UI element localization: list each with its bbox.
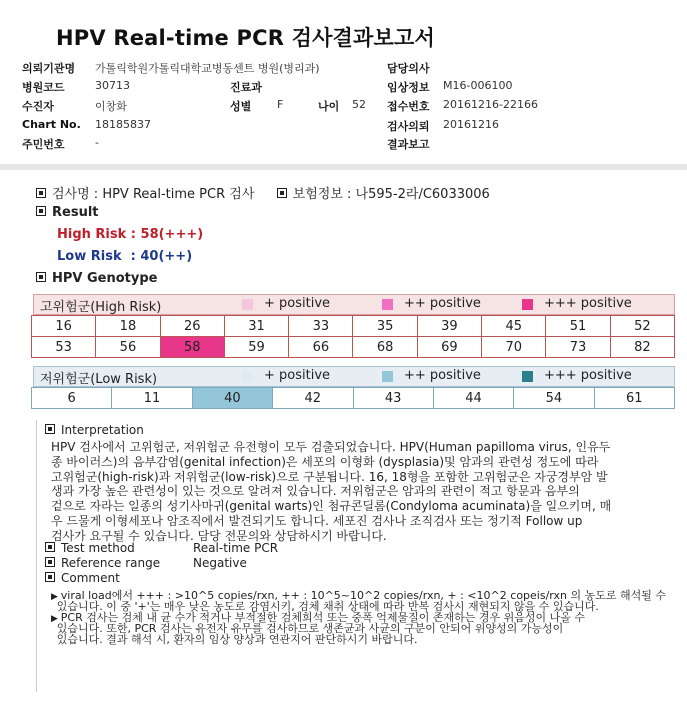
plus-plus-swatch — [382, 371, 393, 382]
result-heading: Result — [52, 205, 99, 220]
comment-text-line: 있습니다. 이 중 '+'는 매우 낮은 농도로 감염시키, 검체 채취 상태에 따라 반복 검사시 재현되지 않을 수 있습니다. — [56, 600, 599, 613]
plus-plus-plus-swatch — [522, 371, 533, 382]
legend-plus: + positive — [264, 296, 331, 311]
genotype-cell-44: 44 — [433, 388, 513, 409]
bullet-icon: ▶ — [51, 614, 61, 624]
genotype-cell-53: 53 — [32, 337, 96, 358]
genotype-cell-31: 31 — [224, 316, 288, 337]
table-row — [32, 388, 675, 409]
genotype-cell-82: 82 — [610, 337, 674, 358]
comment-text-line: 있습니다. 또한, PCR 검사는 유전자 유무를 검사하므로 생존균과 사균의 구분이 안되어 위양성의 가능성이 — [56, 622, 564, 635]
legend-plus-plus-plus: +++ positive — [544, 368, 632, 383]
genotype-cell-18: 18 — [96, 316, 160, 337]
checkbox-icon — [45, 572, 55, 582]
comment-text-line: PCR 검사는 검체 내 균 수가 적거나 부적절한 검체희석 또는 중폭 억제물질이 존재하는 경우 위음성이 나올 수 — [60, 611, 585, 624]
genotype-cell-73: 73 — [546, 337, 610, 358]
checkbox-icon — [36, 188, 46, 198]
interpretation-heading: Interpretation — [61, 423, 144, 437]
genotype-cell-56: 56 — [96, 337, 160, 358]
checkbox-icon — [45, 542, 55, 552]
genotype-heading-line — [36, 271, 157, 286]
genotype-cell-39: 39 — [417, 316, 481, 337]
request-date-label: 검사의뢰 — [387, 120, 430, 133]
high-risk-title: 고위험군(High Risk) — [40, 300, 162, 315]
genotype-cell-70: 70 — [482, 337, 546, 358]
institution-label: 의뢰기관명 — [22, 62, 76, 75]
section-divider — [0, 164, 687, 170]
comment-heading-line — [45, 571, 120, 585]
low-risk-result: Low Risk : 40(++) — [57, 249, 193, 264]
genotype-cell-43: 43 — [353, 388, 433, 409]
clinical-info-value: M16-006100 — [443, 79, 513, 92]
test-name-line — [36, 183, 490, 202]
genotype-cell-66: 66 — [289, 337, 353, 358]
genotype-cell-11: 11 — [112, 388, 192, 409]
request-date-value: 20161216 — [443, 118, 499, 131]
plus-swatch — [242, 299, 253, 310]
insurance-info: 보험정보 : 나595-2라/C6033006 — [292, 187, 490, 202]
chart-no-value: 18185837 — [95, 118, 151, 131]
plus-plus-swatch — [382, 299, 393, 310]
receipt-no-value: 20161216-22166 — [443, 98, 538, 111]
interpretation-line: 생과 가장 높은 관련성이 있는 것으로 알려져 있습니다. 저위험군은 암과의 관련이 적고 항문과 음부의 — [51, 484, 580, 499]
legend-plus: + positive — [264, 368, 331, 383]
resident-no-value: - — [95, 136, 99, 149]
interpretation-line: 겉으로 자라는 일종의 성기사마귀(genital warts)인 첨규콘딜롬(Condyloma acuminata)을 일으키며, 매 — [51, 499, 612, 514]
reference-range-label: Reference range — [61, 556, 161, 570]
examinee-label: 수진자 — [22, 100, 54, 113]
interpretation-heading-line — [45, 423, 144, 437]
checkbox-icon — [45, 424, 55, 434]
high-risk-table — [31, 315, 675, 358]
genotype-cell-16: 16 — [32, 316, 96, 337]
checkbox-icon — [36, 272, 46, 282]
high-risk-header — [33, 294, 675, 315]
plus-swatch — [242, 371, 253, 382]
doctor-label: 담당의사 — [387, 62, 430, 75]
genotype-cell-33: 33 — [289, 316, 353, 337]
resident-no-label: 주민번호 — [22, 138, 65, 151]
legend-plus-plus: ++ positive — [404, 296, 481, 311]
test-name: 검사명 : HPV Real-time PCR 검사 — [52, 187, 255, 202]
low-risk-title: 저위험군(Low Risk) — [40, 372, 158, 387]
sex-label: 성별 — [230, 100, 252, 113]
reference-range-line — [45, 556, 160, 570]
high-risk-result: High Risk : 58(+++) — [57, 227, 204, 242]
comment-text-line: 있습니다. 결과 해석 시, 환자의 임상 양상과 연관지어 판단하시기 바랍니다. — [56, 633, 418, 646]
result-heading-line — [36, 205, 99, 220]
genotype-cell-40: 40 — [192, 388, 272, 409]
genotype-cell-59: 59 — [224, 337, 288, 358]
genotype-cell-54: 54 — [514, 388, 594, 409]
sex-value: F — [277, 98, 284, 111]
genotype-cell-68: 68 — [353, 337, 417, 358]
plus-plus-plus-swatch — [522, 299, 533, 310]
checkbox-icon — [36, 206, 46, 216]
comment-label: Comment — [61, 571, 120, 585]
bullet-icon: ▶ — [51, 592, 61, 602]
institution-value: 가톨릭학원가톨릭대학교병동센트 병원(병리과) — [95, 62, 320, 75]
table-row — [32, 337, 675, 358]
age-label: 나이 — [318, 100, 340, 113]
clinical-info-label: 임상정보 — [387, 81, 430, 94]
genotype-cell-52: 52 — [610, 316, 674, 337]
reference-range-value: Negative — [193, 556, 247, 570]
report-title: HPV Real-time PCR 검사결과보고서 — [56, 26, 435, 50]
receipt-no-label: 접수번호 — [387, 100, 430, 113]
table-row — [32, 316, 675, 337]
report-date-label: 결과보고 — [387, 138, 430, 151]
genotype-cell-51: 51 — [546, 316, 610, 337]
genotype-cell-45: 45 — [482, 316, 546, 337]
interpretation-panel — [36, 420, 677, 692]
genotype-heading: HPV Genotype — [52, 271, 158, 286]
interpretation-line: HPV 검사에서 고위험군, 저위험군 유전형이 모두 검출되었습니다. HPV(Human papilloma virus, 인유두 — [51, 440, 611, 454]
comment-text-line: viral load에서 +++ : >10^5 copies/rxn, ++ : 10^5~10^2 copies/rxn, + : <10^2 copeis/rxn 의 농도로 해석될 수 — [60, 589, 666, 602]
legend-plus-plus-plus: +++ positive — [544, 296, 632, 311]
test-method-line — [45, 541, 135, 555]
genotype-cell-26: 26 — [160, 316, 224, 337]
hospital-code-value: 30713 — [95, 79, 130, 92]
interpretation-line: 검사가 요구될 수 있습니다. 담당 전문의와 상담하시기 바랍니다. — [51, 528, 387, 543]
genotype-cell-42: 42 — [273, 388, 353, 409]
low-risk-table — [31, 387, 675, 409]
genotype-cell-35: 35 — [353, 316, 417, 337]
age-value: 52 — [352, 98, 366, 111]
genotype-cell-6: 6 — [32, 388, 112, 409]
chart-no-label: Chart No. — [22, 118, 81, 131]
comment-line — [51, 631, 417, 647]
interpretation-line: 종 바이러스)의 음부감염(genital infection)은 세포의 이형화 (dysplasia)및 암과의 관련성 정도에 따라 — [51, 454, 599, 469]
dept-label: 진료과 — [230, 81, 262, 94]
checkbox-icon — [277, 188, 287, 198]
genotype-cell-69: 69 — [417, 337, 481, 358]
low-risk-header — [33, 366, 675, 387]
genotype-cell-58: 58 — [160, 337, 224, 358]
test-method-label: Test method — [61, 541, 135, 555]
interpretation-line: 고위험군(high-risk)과 저위험군(low-risk)으로 구분됩니다. 16, 18형을 포함한 고위험군은 자궁경부암 발 — [51, 469, 608, 484]
legend-plus-plus: ++ positive — [404, 368, 481, 383]
examinee-value: 이창화 — [95, 100, 127, 113]
genotype-cell-61: 61 — [594, 388, 674, 409]
interpretation-line: 우 드물게 이형세포나 암조직에서 발견되기도 합니다. 세포진 검사나 조직검사 또는 정기적 Follow up — [51, 514, 583, 528]
test-method-value: Real-time PCR — [193, 541, 279, 555]
hospital-code-label: 병원코드 — [22, 81, 65, 94]
checkbox-icon — [45, 557, 55, 567]
